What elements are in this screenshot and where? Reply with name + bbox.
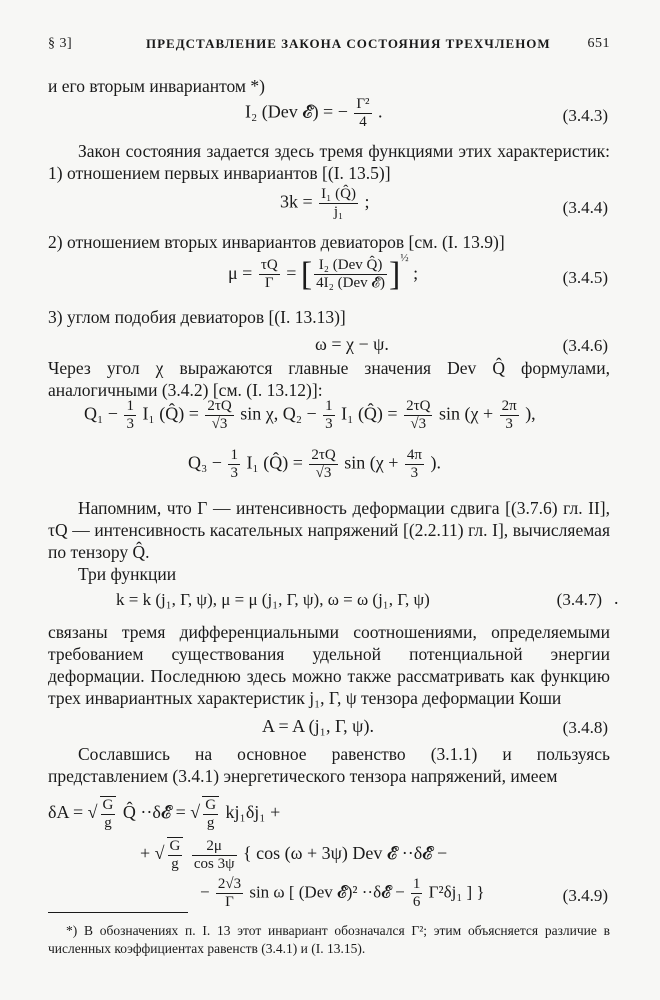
eq-text: = — [286, 263, 297, 283]
denominator: √3 — [211, 416, 228, 432]
eq-text: I₂ (Dev 𝓔̂) = − — [245, 101, 348, 122]
numerator: 1 — [412, 876, 421, 892]
denominator: 3 — [325, 416, 333, 432]
numerator: 2τQ — [311, 447, 336, 463]
eq-text: − — [200, 882, 210, 902]
numerator: 2τQ — [207, 398, 232, 414]
denominator: Γ — [264, 275, 274, 292]
numerator: τQ — [260, 257, 278, 274]
fraction — [228, 447, 240, 482]
fraction — [202, 796, 219, 832]
footnote-rule — [48, 912, 188, 913]
numerator: G — [205, 797, 217, 813]
denominator: j₁ — [333, 204, 344, 220]
equation-3-4-4 — [280, 186, 369, 221]
equation-3-4-6: ω = χ − ψ. — [315, 334, 389, 354]
paragraph-relations: связаны тремя дифференциальными соотношениями, определяемыми требованием существования удельной потенциальной энергии деформации. Последнюю здесь можно также рассматривать как функцию трех инвариантных характеристик j₁, Γ, ψ тензора деформации Коши — [48, 622, 610, 708]
eq-text: Γ²δj₁ ] } — [428, 882, 485, 902]
fraction — [405, 447, 424, 482]
fraction — [500, 398, 519, 433]
exponent: ½ — [400, 252, 409, 264]
page-number: 651 — [587, 36, 610, 51]
fraction — [192, 838, 237, 873]
numerator: 2√3 — [217, 876, 242, 892]
equation-3-4-8: A = A (j₁, Γ, ψ). — [262, 716, 374, 736]
equation-3-4-9-line-3 — [200, 876, 485, 911]
eq-text: ). — [430, 452, 441, 473]
paragraph-third: 3) углом подобия девиаторов [(I. 13.13)] — [48, 307, 346, 327]
denominator: Γ — [225, 894, 234, 910]
numerator: 4π — [406, 447, 422, 463]
denominator: 4I₂ (Dev 𝓔̂) — [316, 275, 385, 292]
eq-text: sin ω [ (Dev 𝓔̂)² ··δ𝓔̂ − — [249, 882, 405, 902]
eq-text: μ = — [228, 263, 253, 283]
denominator: g — [104, 815, 112, 831]
equation-principal-values-1 — [84, 398, 536, 433]
eq-text: ; — [364, 191, 370, 212]
denominator: 3 — [230, 465, 238, 481]
numerator: I₁ (Q̂) — [321, 186, 356, 202]
fraction — [124, 398, 136, 433]
eq-text: ), — [525, 403, 536, 424]
equation-3-4-5 — [228, 252, 418, 292]
eq-text: Q̂ ··δ𝓔̂ = √ — [122, 802, 201, 823]
denominator: g — [206, 815, 215, 831]
denominator: cos 3ψ — [193, 855, 235, 872]
denominator: 3 — [410, 465, 419, 481]
eq-text: I₁ (Q̂) = — [142, 403, 199, 424]
equation-principal-values-2 — [188, 447, 441, 482]
paragraph-three-functions: Три функции — [78, 564, 177, 584]
numerator: G — [102, 797, 114, 813]
numerator: 1 — [325, 398, 333, 414]
eq-text: Q₂ − — [282, 403, 317, 424]
equation-number: (3.4.9) — [562, 886, 608, 905]
equation-3-4-7: k = k (j₁, Γ, ψ), μ = μ (j₁, Γ, ψ), ω = ω (j₁, Γ, ψ) — [116, 590, 430, 609]
paragraph-recall: Напомним, что Γ — интенсивность деформации сдвига [(3.7.6) гл. II], τQ — интенсивность касательных напряжений [(2.2.11) гл. I], вычисляемая по тензору Q̂. — [48, 498, 610, 562]
equation-number: (3.4.8) — [562, 718, 608, 737]
eq-text: sin (χ + — [344, 452, 399, 473]
denominator: √3 — [315, 465, 332, 481]
denominator: 4 — [359, 114, 367, 130]
stray-dot: . — [614, 588, 619, 608]
bracket-right: ] — [388, 255, 401, 293]
denominator: g — [171, 856, 179, 872]
denominator: 3 — [126, 416, 134, 432]
section-marker: § 3] — [48, 36, 73, 51]
equation-number: (3.4.7) — [556, 590, 602, 609]
equation-3-4-9-line-2 — [140, 837, 447, 873]
fraction — [100, 796, 117, 832]
fraction — [404, 398, 432, 433]
paragraph-law: Закон состояния задается здесь тремя функциями этих характеристик: 1) отношением первых инвариантов [(I. 13.5)] — [48, 141, 610, 183]
equation-number: (3.4.5) — [562, 268, 608, 287]
equation-number: (3.4.3) — [562, 106, 608, 125]
equation-3-4-3 — [245, 96, 383, 131]
eq-text: kj₁δj₁ + — [225, 802, 281, 823]
fraction — [411, 876, 423, 911]
footnote: *) В обозначениях п. I. 13 этот инвариант обозначался Γ²; этим объясняется различие в численных коэффициентах равенств (3.4.1) и (I. 13.15). — [48, 923, 610, 956]
fraction — [309, 447, 337, 482]
eq-text: { cos (ω + 3ψ) Dev 𝓔̂ ··δ𝓔̂ − — [243, 843, 448, 864]
denominator: 6 — [412, 894, 421, 910]
eq-text: 3k = — [280, 191, 313, 212]
fraction — [167, 837, 184, 873]
paragraph-referring: Сославшись на основное равенство (3.1.1) и пользуясь представлением (3.4.1) энергетического тензора напряжений, имеем — [48, 744, 610, 786]
eq-text: . — [378, 101, 383, 122]
equation-3-4-9-line-1 — [48, 796, 280, 832]
fraction — [259, 257, 280, 292]
fraction — [323, 398, 335, 433]
denominator: √3 — [410, 416, 427, 432]
eq-text: δA = √ — [48, 802, 98, 823]
eq-text: + √ — [140, 843, 165, 864]
numerator: 2π — [501, 398, 517, 414]
paragraph-angle: Через угол χ выражаются главные значения Dev Q̂ формулами, аналогичными (3.4.2) [см. (I. 13.12)]: — [48, 358, 610, 400]
equation-number: (3.4.6) — [562, 336, 608, 355]
numerator: Γ² — [356, 96, 370, 112]
equation-number: (3.4.4) — [562, 198, 608, 217]
denominator: 3 — [505, 416, 513, 432]
eq-text: Q₁ − — [84, 403, 118, 424]
numerator: 2τQ — [406, 398, 431, 414]
numerator: I₂ (Dev Q̂) — [314, 257, 387, 275]
eq-text: ; — [413, 263, 419, 283]
eq-text: Q₃ − — [188, 452, 222, 473]
paragraph-intro: и его вторым инвариантом *) — [48, 76, 265, 96]
fraction — [319, 186, 358, 221]
running-header — [48, 36, 610, 58]
fraction — [354, 96, 371, 131]
paragraph-second: 2) отношением вторых инвариантов девиаторов [см. (I. 13.9)] — [48, 232, 505, 252]
numerator: 1 — [126, 398, 134, 414]
numerator: 1 — [230, 447, 238, 463]
eq-text: sin χ, — [240, 403, 279, 424]
numerator: G — [169, 838, 181, 854]
fraction — [314, 257, 387, 292]
fraction — [216, 876, 243, 911]
bracket-left: [ — [300, 255, 313, 293]
eq-text: I₁ (Q̂) = — [341, 403, 398, 424]
eq-text: sin (χ + — [438, 403, 494, 424]
eq-text: I₁ (Q̂) = — [246, 452, 303, 473]
running-title: ПРЕДСТАВЛЕНИЕ ЗАКОНА СОСТОЯНИЯ ТРЕХЧЛЕНОМ — [146, 36, 551, 51]
fraction — [205, 398, 233, 433]
numerator: 2μ — [192, 838, 237, 856]
